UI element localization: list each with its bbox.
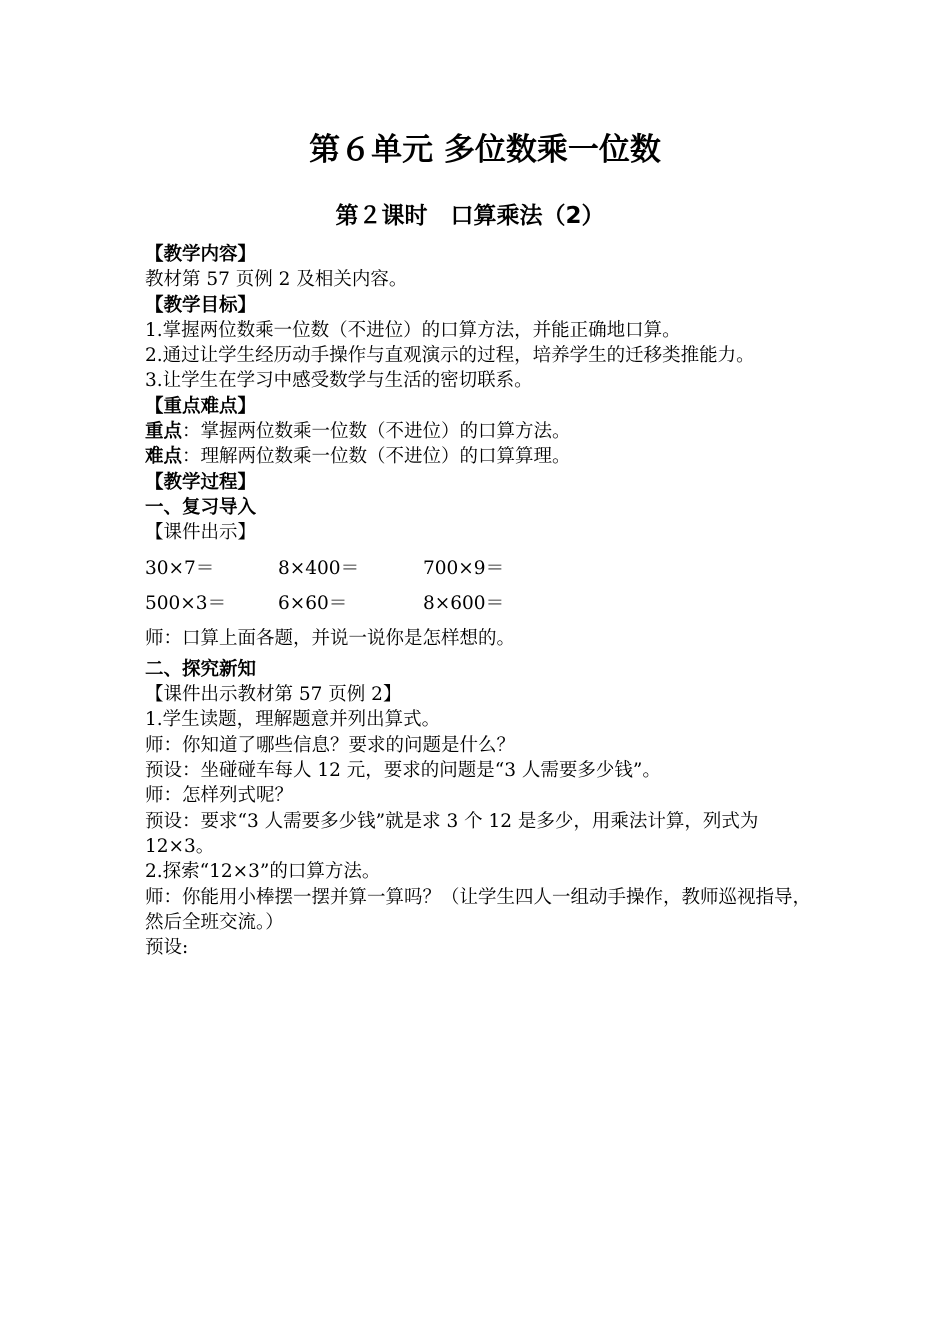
- section2-line: 2.探索“12×3”的口算方法。: [145, 861, 381, 883]
- lesson-subtitle: 第２课时 口算乘法（2）: [335, 203, 605, 229]
- document-body: [145, 242, 825, 960]
- difficult-point: [145, 444, 825, 469]
- exercise: 6×60＝: [278, 592, 348, 614]
- teaching-content-text: 教材第 57 页例 2 及相关内容。: [145, 269, 408, 291]
- exercise-row: [145, 556, 825, 581]
- exercise: 8×600＝: [423, 592, 505, 614]
- section2-line: 预设：要求“3 人需要多少钱”就是求 3 个 12 是多少，用乘法计算，列式为 12×3。: [145, 810, 759, 857]
- difficult-point-text: ：理解两位数乘一位数（不进位）的口算算理。: [182, 446, 571, 468]
- teaching-goals-heading: 【教学目标】: [145, 294, 257, 316]
- teaching-content-heading: 【教学内容】: [145, 244, 257, 265]
- section1-heading: 一、复习导入: [145, 496, 257, 518]
- section2-heading: 二、探究新知: [145, 658, 257, 680]
- section2-line: 1.学生读题，理解题意并列出算式。: [145, 709, 441, 731]
- key-point: [145, 419, 825, 444]
- unit-title: 第６单元 多位数乘一位数: [309, 132, 661, 168]
- exercise: 8×400＝: [278, 557, 360, 579]
- key-point-label: 重点: [145, 421, 183, 443]
- key-point-text: ：掌握两位数乘一位数（不进位）的口算方法。: [182, 421, 571, 443]
- section2-line: 师：你能用小棒摆一摆并算一算吗？（让学生四人一组动手操作，教师巡视指导，然后全班交流。）: [145, 886, 812, 933]
- section1-teacher-line: 师：口算上面各题，并说一说你是怎样想的。: [145, 627, 516, 649]
- exercise-row: [145, 591, 825, 616]
- goal-item: 2.通过让学生经历动手操作与直观演示的过程，培养学生的迁移类推能力。: [145, 345, 755, 367]
- section2-line: 师：你知道了哪些信息？要求的问题是什么？: [145, 734, 516, 756]
- exercise: 700×9＝: [423, 557, 505, 579]
- section1-show: 【课件出示】: [145, 522, 257, 544]
- section2-line: 预设：坐碰碰车每人 12 元，要求的问题是“3 人需要多少钱”。: [145, 760, 661, 782]
- section2-line: 师：怎样列式呢？: [145, 785, 294, 807]
- section2-show: 【课件出示教材第 57 页例 2】: [145, 684, 402, 706]
- goal-item: 3.让学生在学习中感受数学与生活的密切联系。: [145, 370, 533, 392]
- section2-line: 预设:: [145, 937, 189, 959]
- goal-item: 1.掌握两位数乘一位数（不进位）的口算方法，并能正确地口算。: [145, 319, 681, 341]
- difficult-point-label: 难点: [145, 446, 183, 468]
- exercise: 500×3＝: [145, 592, 227, 614]
- process-heading: 【教学过程】: [145, 471, 257, 493]
- key-points-heading: 【重点难点】: [145, 395, 257, 417]
- exercise: 30×7＝: [145, 557, 215, 579]
